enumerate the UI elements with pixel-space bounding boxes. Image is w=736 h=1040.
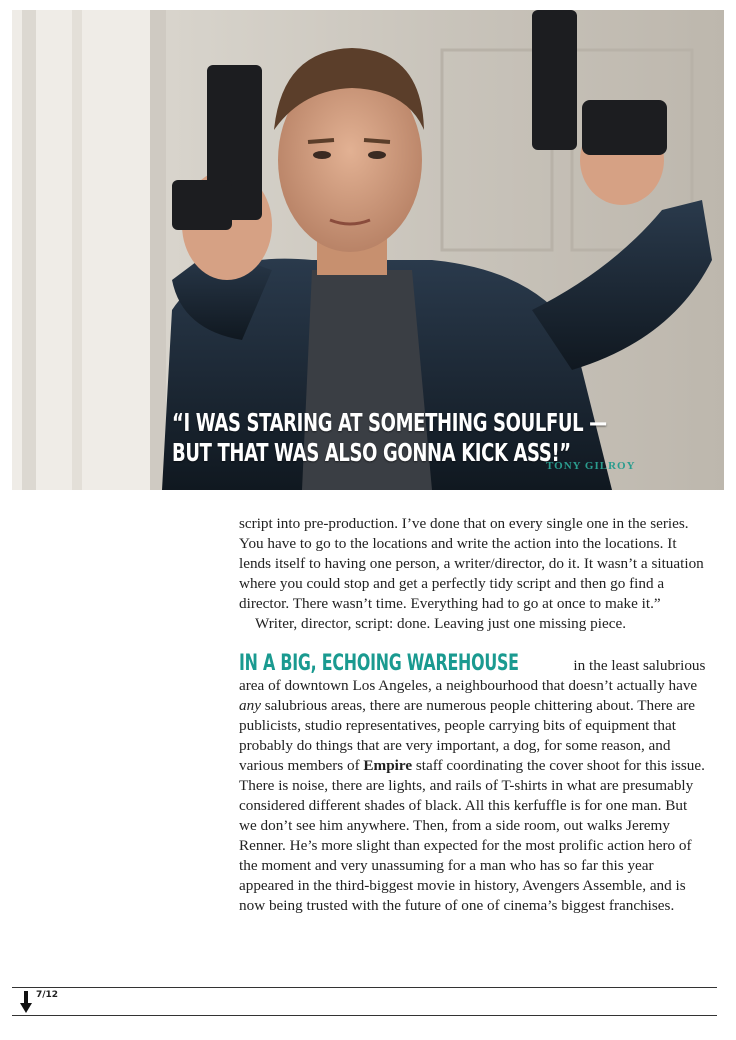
hero-photo <box>12 10 724 490</box>
paragraph-1: script into pre-production. I’ve done that on every single one in the series. You have to go to the locations and write the action into the locations. It lends itself to having one person, a writer/director, do it. It wasn’t a situation where you could stop and get a perfectly tidy script and then go find a director. There wasn’t time. Everything had to go at once to make it.” <box>239 515 704 612</box>
section-text-any: any <box>239 697 261 714</box>
empire-brand: Empire <box>363 757 413 774</box>
section-text-a: in the least salubrious area of downtown Los Angeles, a neighbourhood that doesn’t actually have <box>239 657 706 694</box>
section-text-c: staff coordinating the cover shoot for this issue. There is noise, there are lights, and rails of T-shirts in what are presumably considered different shades of black. All this kerfuffle is for one man. But we don’t see him anywhere. Then, from a side room, out walks Jeremy Renner. He’s more slight than expected for the most prolific action hero of the moment and very unassuming for a man who has so far this year appeared in the third-biggest movie in history, Avengers Assemble, and is now being trusted with the future of one of cinema’s biggest franchises. <box>239 757 705 914</box>
pull-quote <box>172 408 607 468</box>
section-paragraph <box>239 651 707 916</box>
pull-quote-line-2: BUT THAT WAS ALSO GONNA KICK ASS!” <box>172 438 571 467</box>
footer-rule-top <box>12 987 717 988</box>
article-body <box>239 514 707 916</box>
section-text-b: salubrious areas, there are numerous people chittering about. There are publicists, studio representatives, people carrying bits of equipment that probably do things that are very important, a dog, for some reason, and various members of <box>239 697 696 774</box>
quote-credit: TONY GILROY <box>546 460 636 472</box>
arrow-down-icon <box>20 991 32 1013</box>
pull-quote-line-1: “I WAS STARING AT SOMETHING SOULFUL — <box>172 408 607 437</box>
section-headline: IN A BIG, ECHOING WAREHOUSE <box>239 651 519 676</box>
page-number: 7/12 <box>36 990 59 1000</box>
footer-rule-bottom <box>12 1015 717 1016</box>
paragraph-2: Writer, director, script: done. Leaving just one missing piece. <box>255 615 627 632</box>
